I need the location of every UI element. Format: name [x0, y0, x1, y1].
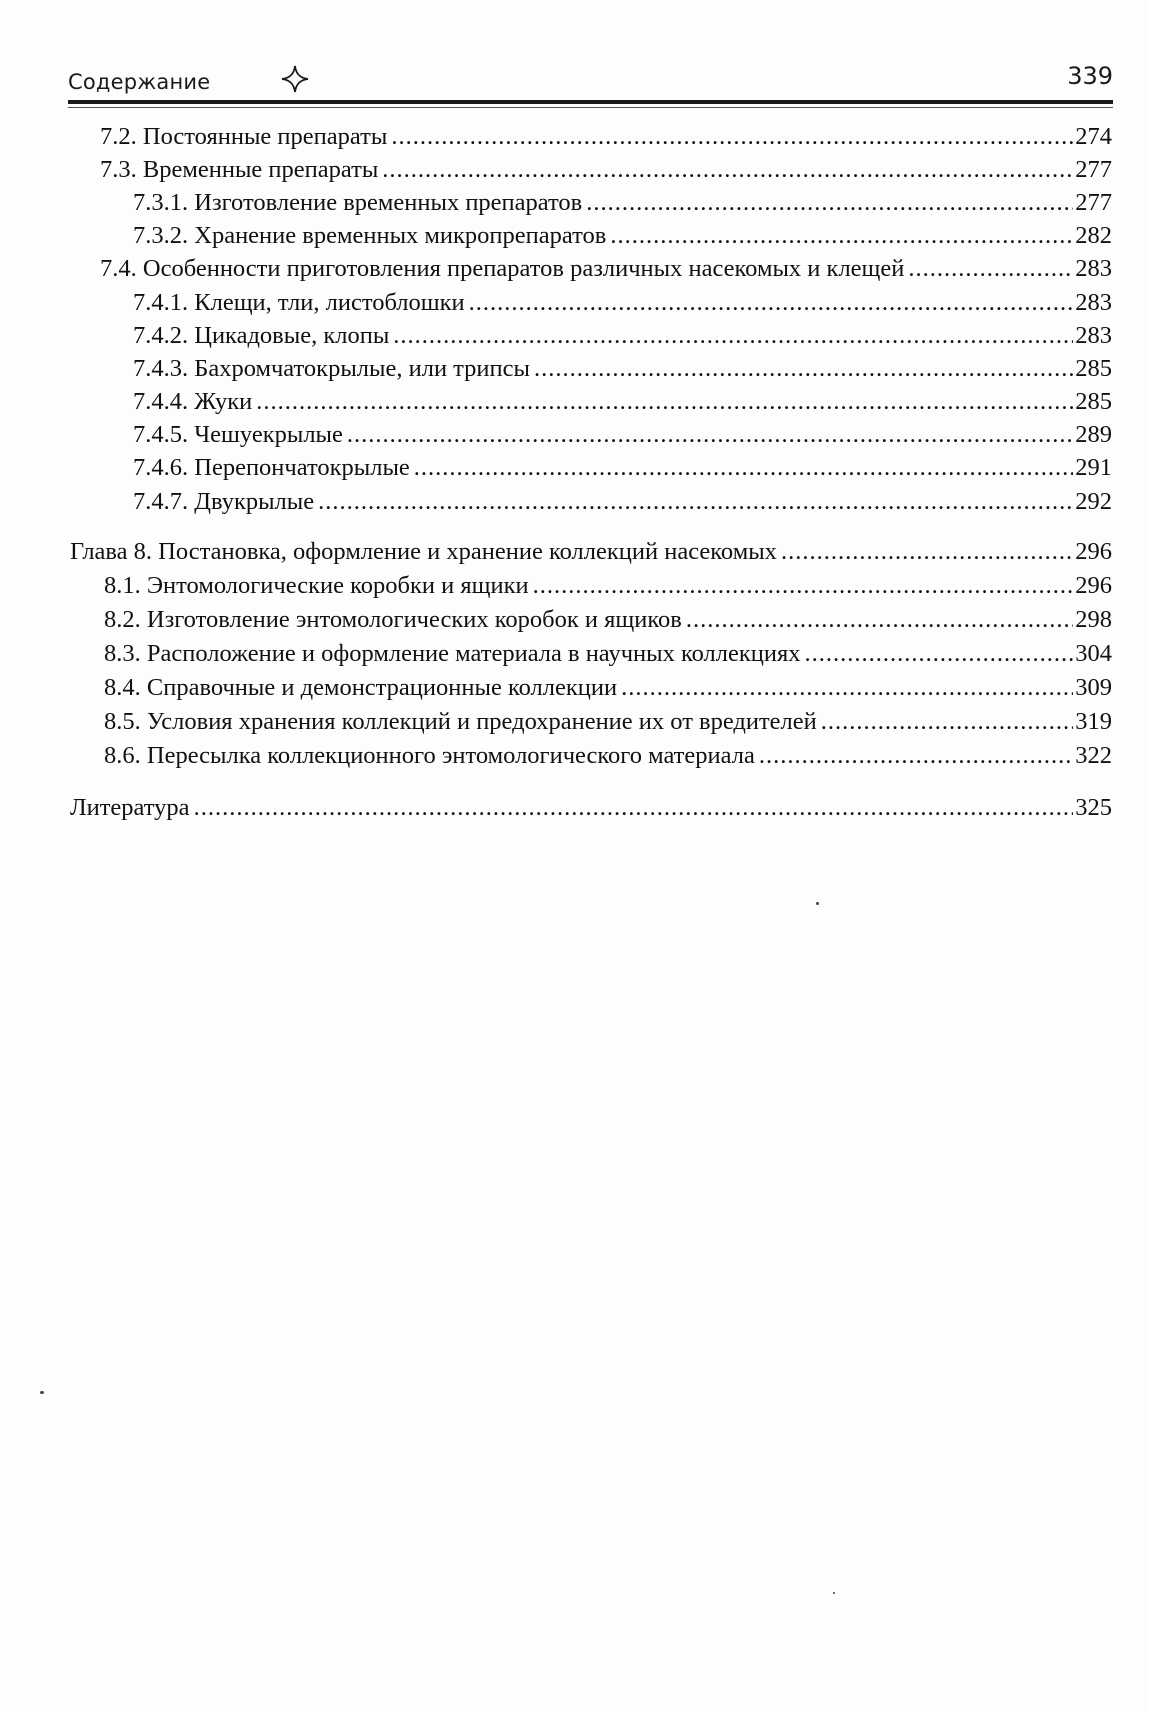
toc-entry-page: 319 — [1075, 708, 1112, 735]
leader-dots — [414, 453, 1073, 483]
toc-entry-label: 8.6. Пересылка коллекционного энтомологического материала — [104, 742, 755, 769]
toc-entry-page: 322 — [1075, 742, 1112, 769]
toc-entry — [133, 188, 1112, 218]
toc-entry-label: 8.4. Справочные и демонстрационные коллекции — [104, 674, 618, 701]
toc-entry — [133, 354, 1112, 384]
toc-entry-page: 274 — [1075, 123, 1112, 150]
toc-entry-page: 277 — [1075, 189, 1112, 216]
toc-entry-label: 7.4. Особенности приготовления препаратов различных насекомых и клещей — [100, 255, 905, 282]
toc-entry — [100, 122, 1112, 152]
running-head-title: Содержание — [68, 70, 211, 94]
toc-entry — [133, 487, 1112, 517]
toc-entry — [104, 639, 1112, 669]
toc-entry — [133, 453, 1112, 483]
toc-entry — [104, 571, 1112, 601]
leader-dots — [759, 741, 1073, 771]
toc-entry-page: 283 — [1075, 322, 1112, 349]
leader-dots — [256, 387, 1073, 417]
toc-entry-label: 7.3.1. Изготовление временных препаратов — [133, 189, 583, 216]
toc-entry-label: 8.1. Энтомологические коробки и ящики — [104, 572, 529, 599]
toc-entry-page: 298 — [1075, 606, 1112, 633]
toc-entry-label: 7.4.1. Клещи, тли, листоблошки — [133, 289, 465, 316]
leader-dots — [621, 673, 1073, 703]
toc-entry — [133, 387, 1112, 417]
toc-entry-label: Литература — [70, 794, 190, 821]
toc-entry-page: 283 — [1075, 255, 1112, 282]
toc-entry-page: 282 — [1075, 222, 1112, 249]
toc-entry-label: 7.4.3. Бахромчатокрылые, или трипсы — [133, 355, 530, 382]
toc-entry — [133, 221, 1112, 251]
leader-dots — [347, 420, 1073, 450]
toc-entry — [133, 288, 1112, 318]
toc-entry-label: 7.4.7. Двукрылые — [133, 488, 315, 515]
leader-dots — [821, 707, 1073, 737]
toc-entry-page: 285 — [1075, 355, 1112, 382]
toc-entry-label: 8.2. Изготовление энтомологических коробок и ящиков — [104, 606, 682, 633]
toc-entry-page: 283 — [1075, 289, 1112, 316]
leader-dots — [469, 288, 1074, 318]
toc-entry-page: 325 — [1075, 794, 1112, 821]
leader-dots — [393, 321, 1073, 351]
toc-entry-page: 285 — [1075, 388, 1112, 415]
toc-entry-label: 7.4.2. Цикадовые, клопы — [133, 322, 390, 349]
toc-entry — [133, 420, 1112, 450]
toc-entry — [133, 321, 1112, 351]
toc-entry — [100, 254, 1112, 284]
leader-dots — [318, 487, 1073, 517]
page-number: 339 — [1067, 62, 1113, 90]
leader-dots — [533, 571, 1074, 601]
toc-entry — [70, 793, 1112, 823]
toc-entry-label: 7.3.2. Хранение временных микропрепаратов — [133, 222, 607, 249]
toc-entry-page: 289 — [1075, 421, 1112, 448]
toc-entry — [104, 673, 1112, 703]
toc-entry-page: 296 — [1075, 538, 1112, 565]
leader-dots — [194, 793, 1074, 823]
toc-entry-label: 7.2. Постоянные препараты — [100, 123, 388, 150]
toc-entry — [104, 741, 1112, 771]
toc-entry-label: 8.5. Условия хранения коллекций и предохранение их от вредителей — [104, 708, 817, 735]
toc-entry-page: 296 — [1075, 572, 1112, 599]
toc-entry-page: 291 — [1075, 454, 1112, 481]
leader-dots — [610, 221, 1073, 251]
scan-speck — [40, 1391, 44, 1394]
toc-entry-label: 7.4.6. Перепончатокрылые — [133, 454, 410, 481]
toc-entry-page: 309 — [1075, 674, 1112, 701]
toc-entry-label: 7.4.4. Жуки — [133, 388, 253, 415]
leader-dots — [534, 354, 1073, 384]
toc-entry — [70, 537, 1112, 567]
leader-dots — [686, 605, 1073, 635]
leader-dots — [805, 639, 1074, 669]
scan-speck — [816, 902, 819, 905]
leader-dots — [908, 254, 1073, 284]
leader-dots — [391, 122, 1073, 152]
leader-dots — [382, 155, 1073, 185]
scan-speck — [833, 1592, 835, 1594]
toc-entry-label: Глава 8. Постановка, оформление и хранение коллекций насекомых — [70, 538, 777, 565]
toc-entry — [104, 707, 1112, 737]
toc-entry-label: 8.3. Расположение и оформление материала в научных коллекциях — [104, 640, 801, 667]
leader-dots — [586, 188, 1073, 218]
toc-entry-page: 304 — [1075, 640, 1112, 667]
toc-entry-page: 277 — [1075, 156, 1112, 183]
toc-entry — [100, 155, 1112, 185]
toc-entry-label: 7.3. Временные препараты — [100, 156, 379, 183]
toc-entry — [104, 605, 1112, 635]
toc-entry-page: 292 — [1075, 488, 1112, 515]
toc-entry-label: 7.4.5. Чешуекрылые — [133, 421, 343, 448]
leader-dots — [781, 537, 1073, 567]
